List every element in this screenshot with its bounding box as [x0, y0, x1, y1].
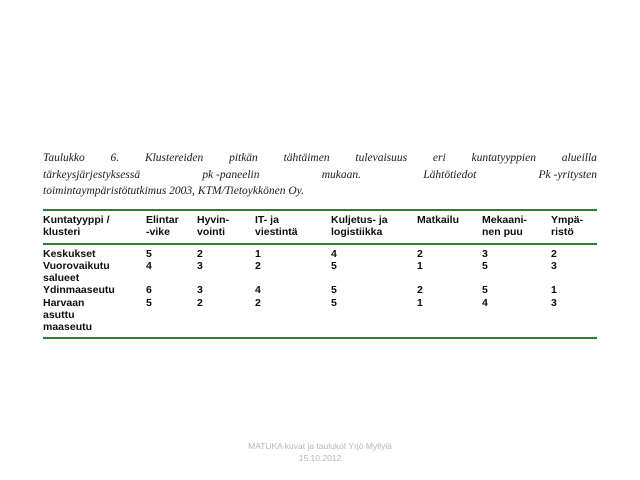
column-header-hyvinvointi [197, 211, 255, 243]
table-bottom-rule [43, 337, 597, 339]
cell-value: 5 [482, 284, 488, 297]
table-header [43, 211, 597, 243]
caption-word: pitkän [229, 152, 258, 164]
row-label [43, 297, 146, 337]
caption-line-1 [43, 150, 597, 167]
cell-value: 3 [551, 259, 557, 272]
row-label [43, 245, 146, 260]
cell-value: 5 [146, 296, 152, 309]
column-header-line: Matkailu [417, 214, 460, 226]
column-header-line: Hyvin- [197, 214, 230, 226]
row-label-line: Harvaan [43, 296, 85, 309]
data-table [43, 209, 597, 339]
row-label-line: asuttu [43, 309, 75, 322]
caption-line-2 [43, 167, 597, 184]
caption-word: Klustereiden [144, 152, 204, 164]
cell-value: 1 [417, 259, 423, 272]
table-caption [43, 150, 597, 200]
row-label-line: Keskukset [43, 247, 96, 260]
cell-value: 2 [417, 284, 423, 297]
column-header-ymparisto [551, 211, 597, 243]
cell-value: 6 [146, 284, 152, 297]
cell-value: 3 [551, 296, 557, 309]
cell-value: 3 [197, 284, 203, 297]
row-label-line: Ydinmaaseutu [43, 284, 115, 297]
column-header-line: Ympä- [551, 214, 584, 226]
table-row [43, 297, 597, 337]
row-label [43, 260, 146, 285]
slide-footer [0, 440, 640, 464]
column-header-line: klusteri [43, 226, 81, 239]
cell-value: 4 [146, 259, 152, 272]
table-header-row [43, 211, 597, 243]
caption-word: Lähtötiedot [423, 168, 477, 181]
column-header-mekaaninen-puu [482, 211, 551, 243]
table-row [43, 284, 597, 296]
column-header-line: IT- ja [255, 214, 279, 226]
cell-value: 3 [197, 259, 203, 272]
caption-line-3: toimintaympäristötutkimus 2003, KTM/Tietoykkönen Oy. [43, 185, 304, 197]
cell-value: 4 [331, 247, 337, 260]
table-row [43, 245, 597, 260]
column-header-kuljetus-ja-logistiikka [331, 211, 417, 243]
cell-value: 2 [417, 247, 423, 260]
table-row [43, 260, 597, 285]
column-header-kuntatyyppi [43, 211, 146, 243]
cell-value: 4 [482, 296, 488, 309]
column-header-line: Elintar [146, 214, 179, 226]
cell-value: 2 [551, 247, 557, 260]
caption-word: 6. [110, 152, 120, 164]
caption-word: pk -paneelin [202, 168, 260, 181]
column-header-matkailu [417, 211, 482, 243]
row-label-line: Vuorovaikutu [43, 259, 110, 272]
caption-word: tulevaisuus [355, 152, 408, 164]
column-header-line: logistiikka [331, 226, 383, 239]
cell-value: 4 [255, 284, 261, 297]
row-label [43, 284, 146, 296]
caption-word: Taulukko [43, 152, 85, 164]
column-header-line: vointi [197, 226, 225, 239]
column-header-line: nen puu [482, 226, 523, 239]
footer-date: 15.10.2012 [298, 453, 342, 463]
column-header-line: ristö [551, 226, 574, 239]
column-header-elintarvike [146, 211, 197, 243]
cell-value: 2 [197, 247, 203, 260]
caption-word: tärkeysjärjestyksessä [43, 168, 141, 181]
cell-value: 5 [331, 284, 337, 297]
column-header-line: Kuntatyyppi / [43, 214, 110, 226]
row-label-line: salueet [43, 272, 80, 285]
cell-value: 1 [417, 296, 423, 309]
table-body-element [43, 245, 597, 337]
cell-value: 5 [146, 247, 152, 260]
caption-word: alueilla [561, 152, 597, 164]
table-element [43, 211, 597, 243]
cell-value: 1 [551, 284, 557, 297]
column-header-line: viestintä [255, 226, 298, 239]
caption-word: eri [432, 152, 446, 164]
column-header-line: -vike [146, 226, 170, 239]
caption-word: kuntatyyppien [471, 152, 536, 164]
caption-word: tähtäimen [283, 152, 330, 164]
caption-word: mukaan. [321, 168, 362, 181]
column-header-line: Kuljetus- ja [331, 214, 388, 226]
row-label-line: maaseutu [43, 321, 93, 334]
cell-value: 5 [331, 296, 337, 309]
cell-value: 2 [255, 296, 261, 309]
table-body [43, 245, 597, 337]
cell-value: 3 [482, 247, 488, 260]
cell-value: 1 [255, 247, 261, 260]
cell-value: 5 [482, 259, 488, 272]
cell-value: 5 [331, 259, 337, 272]
caption-word: Pk -yritysten [538, 168, 597, 181]
cell-value: 2 [255, 259, 261, 272]
cell-value: 2 [197, 296, 203, 309]
column-header-line: Mekaani- [482, 214, 527, 226]
column-header-it-ja-viestinta [255, 211, 331, 243]
footer-credit: MATUKA kuvat ja taulukot Yrjö Myllylä [248, 441, 392, 451]
